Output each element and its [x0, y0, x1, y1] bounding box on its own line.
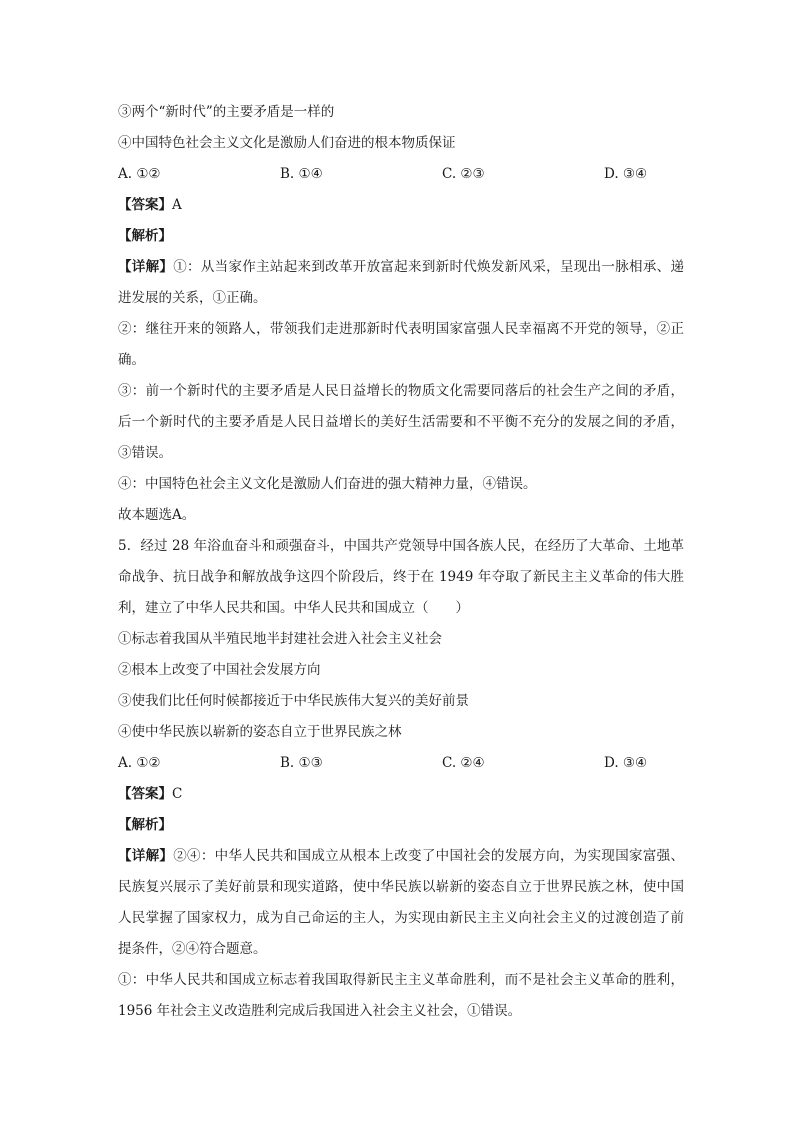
q4-choices [118, 159, 684, 190]
q5-answer-tag: 【答案】 [118, 786, 172, 802]
q4-detail-tag: 【详解】 [118, 259, 174, 275]
q5-answer [118, 779, 684, 810]
q4-answer-value: A [172, 197, 182, 213]
q4-conclusion: 故本题选A。 [118, 507, 196, 523]
q5-detail-tag: 【详解】 [118, 848, 174, 864]
q5-choice-b: B. ①③ [280, 755, 323, 771]
q4-choice-b: B. ①④ [280, 166, 323, 182]
q5-option-2: ②根本上改变了中国社会发展方向 [118, 662, 321, 678]
q5-choice-d: D. ③④ [604, 755, 648, 771]
q5-option-3: ③使我们比任何时候都接近于中华民族伟大复兴的美好前景 [118, 693, 469, 709]
q4-answer-tag: 【答案】 [118, 197, 172, 213]
q5-choices [118, 748, 684, 779]
document-page [118, 97, 684, 1027]
q5-detail-1-text: ②④：中华人民共和国成立从根本上改变了中国社会的发展方向，为实现国家富强、民族复兴展示了美好前景和现实道路，使中华民族以崭新的姿态自立于世界民族之林，使中国人民掌握了国家权力，成为自己命运的主人，为实现由新民主主义向社会主义的过渡创造了前提条件，②④符合题意。 [118, 848, 684, 957]
q5-option-4: ④使中华民族以崭新的姿态自立于世界民族之林 [118, 724, 402, 740]
q4-choice-c: C. ②③ [442, 166, 485, 182]
q4-detail-1-text: ①：从当家作主站起来到改革开放富起来到新时代焕发新风采，呈现出一脉相承、递进发展的关系，①正确。 [118, 259, 684, 306]
q5-analysis-tag: 【解析】 [118, 817, 172, 833]
q5-stem: 5．经过 28 年浴血奋斗和顽强奋斗，中国共产党领导中国各族人民，在经历了大革命、土地革命战争、抗日战争和解放战争这四个阶段后，终于在 1949 年夺取了新民主主义革命的伟大胜利，建立了中华人民共和国。中华人民共和国成立（ ） [118, 538, 684, 616]
q4-detail-2: ②：继往开来的领路人，带领我们走进那新时代表明国家富强人民幸福离不开党的领导，②正确。 [118, 321, 684, 368]
q4-detail-1 [118, 252, 684, 314]
q4-choice-a: A. ①② [118, 166, 161, 182]
q4-detail-3: ③：前一个新时代的主要矛盾是人民日益增长的物质文化需要同落后的社会生产之间的矛盾，后一个新时代的主要矛盾是人民日益增长的美好生活需要和不平衡不充分的发展之间的矛盾，③错误。 [118, 383, 684, 461]
q5-choice-a: A. ①② [118, 755, 161, 771]
q4-choice-d: D. ③④ [604, 166, 648, 182]
q5-option-1: ①标志着我国从半殖民地半封建社会进入社会主义社会 [118, 631, 442, 647]
q4-option-3: ③两个“新时代”的主要矛盾是一样的 [118, 104, 335, 120]
q4-answer [118, 190, 684, 221]
q4-option-4: ④中国特色社会主义文化是激励人们奋进的根本物质保证 [118, 135, 456, 151]
q4-detail-4: ④：中国特色社会主义文化是激励人们奋进的强大精神力量，④错误。 [118, 476, 537, 492]
q5-detail-1 [118, 841, 684, 965]
q5-answer-value: C [172, 786, 183, 802]
q4-analysis-tag: 【解析】 [118, 228, 172, 244]
q5-detail-2: ①：中华人民共和国成立标志着我国取得新民主主义革命胜利，而不是社会主义革命的胜利，1956 年社会主义改造胜利完成后我国进入社会主义社会，①错误。 [118, 972, 684, 1019]
q5-choice-c: C. ②④ [442, 755, 485, 771]
